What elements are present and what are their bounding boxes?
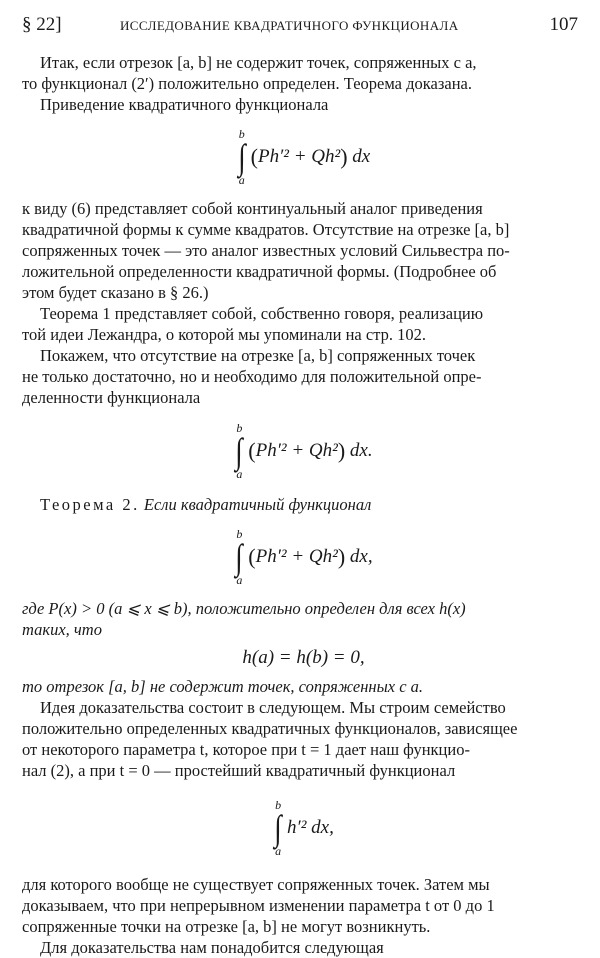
- integral-symbol: ∫: [274, 807, 282, 848]
- text-line: Приведение квадратичного функционала: [40, 95, 329, 114]
- differential: dx.: [349, 440, 373, 461]
- formula-integral-3: b ∫ a ( Ph′² + Qh² ) dx,: [235, 526, 373, 587]
- text-line: Для доказательства нам понадобится следующая: [40, 938, 384, 957]
- upper-limit: b: [238, 126, 245, 141]
- text-line: той идеи Лежандра, о которой мы упоминали на стр. 102.: [22, 325, 426, 344]
- text-line: Итак, если отрезок [a, b] не содержит точек, сопряженных с a,: [40, 53, 477, 72]
- text-line: нал (2), а при t = 0 — простейший квадратичный функционал: [22, 761, 456, 780]
- text-line: квадратичной формы к сумме квадратов. Отсутствие на отрезке [a, b]: [22, 220, 510, 239]
- text-line: то отрезок [a, b] не содержит точек, сопряженных с a.: [22, 677, 424, 696]
- lower-limit: a: [236, 572, 243, 587]
- formula-integral-1: b ∫ a ( Ph′² + Qh² ) dx: [238, 126, 371, 187]
- boundary-condition: h(a) = h(b) = 0,: [242, 647, 365, 668]
- integrand: Ph′² + Qh²: [255, 545, 338, 567]
- integral-sign: [237, 128, 247, 186]
- running-header: [22, 14, 578, 40]
- lower-limit: a: [238, 172, 245, 187]
- text-line: сопряженных точек — это аналог известных условий Сильвестра по-: [22, 241, 510, 260]
- integral-symbol: ∫: [235, 536, 244, 577]
- formula-integral-4: [22, 781, 585, 874]
- text-line: доказываем, что при непрерывном изменении параметра t от 0 до 1: [22, 896, 495, 915]
- text-line: ложительной определенности квадратичной формы. (Подробнее об: [22, 262, 497, 281]
- page-body: [22, 52, 585, 958]
- section-number: § 22]: [22, 14, 62, 35]
- differential: dx,: [349, 545, 373, 567]
- text-line: для которого вообще не существует сопряженных точек. Затем мы: [22, 875, 490, 894]
- integrand: h′² dx,: [287, 816, 334, 838]
- upper-limit: b: [275, 797, 282, 812]
- integral-symbol: ∫: [238, 136, 246, 177]
- text-line: не только достаточно, но и необходимо для положительной опре-: [22, 367, 482, 386]
- text-line: этом будет сказано в § 26.): [22, 283, 209, 302]
- differential: dx: [352, 145, 371, 167]
- text-line: от некоторого параметра t, которое при t = 1 дает наш функцио-: [22, 740, 470, 759]
- text-line: деленности функционала: [22, 388, 201, 407]
- text-line: Теорема 1 представляет собой, собственно говоря, реализацию: [40, 304, 484, 323]
- text-line: сопряженные точки на отрезке [a, b] не могут возникнуть.: [22, 917, 431, 936]
- page-number: 107: [549, 14, 578, 35]
- formula-integral-2: b ∫ a ( Ph′² + Qh² ) dx.: [235, 421, 373, 481]
- text-line: положительно определенных квадратичных функционалов, зависящее: [22, 719, 518, 738]
- lower-limit: a: [236, 467, 243, 481]
- theorem-label: Теорема 2.: [40, 495, 140, 514]
- integral-sign: [273, 799, 283, 857]
- text-line: то функционал (2′) положительно определен. Теорема доказана.: [22, 74, 472, 93]
- formula-boundary-condition: [22, 640, 585, 676]
- lower-limit: a: [275, 843, 282, 858]
- integral-sign: [234, 422, 244, 480]
- text-line: Покажем, что отсутствие на отрезке [a, b] сопряженных точек: [40, 346, 476, 365]
- integrand: Ph′² + Qh²: [255, 440, 338, 461]
- upper-limit: b: [236, 421, 243, 435]
- running-title: ИССЛЕДОВАНИЕ КВАДРАТИЧНОГО ФУНКЦИОНАЛА: [120, 18, 459, 33]
- text-line: Если квадратичный функционал: [143, 495, 372, 514]
- text-line: таких, что: [22, 620, 102, 639]
- integral-sign: [234, 528, 244, 586]
- text-line: где P(x) > 0 (a ⩽ x ⩽ b), положительно определен для всех h(x): [22, 599, 466, 618]
- theorem-statement: [22, 494, 585, 515]
- upper-limit: b: [236, 526, 243, 541]
- integral-symbol: ∫: [235, 431, 244, 471]
- integrand: Ph′² + Qh²: [257, 145, 341, 167]
- text-line: Идея доказательства состоит в следующем. Мы строим семейство: [40, 698, 506, 717]
- text-line: к виду (6) представляет собой континуальный аналог приведения: [22, 199, 483, 218]
